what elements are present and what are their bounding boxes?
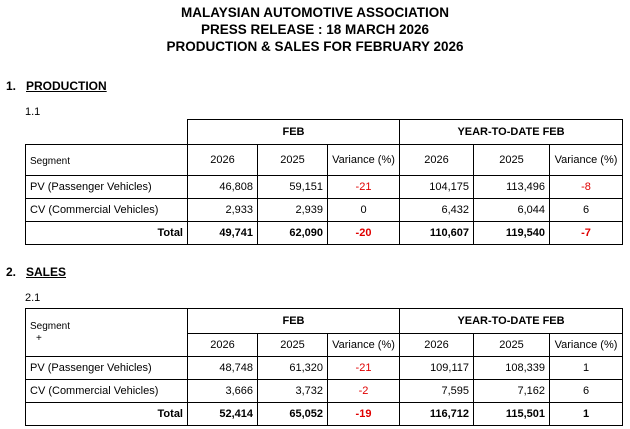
cell-value: 6,432 [400, 199, 474, 222]
total-value: 62,090 [258, 222, 328, 245]
table-row [26, 357, 623, 380]
table-row [26, 199, 623, 222]
total-variance: -19 [328, 403, 400, 426]
cell-value: 108,339 [474, 357, 550, 380]
cell-value: 2,939 [258, 199, 328, 222]
total-value: 110,607 [400, 222, 474, 245]
col-header: Variance (%) [328, 145, 400, 176]
table-row [26, 176, 623, 199]
cell-variance: -21 [328, 357, 400, 380]
row-label: PV (Passenger Vehicles) [26, 176, 188, 199]
table-row [26, 380, 623, 403]
cell-value: 109,117 [400, 357, 474, 380]
cell-value: 2,933 [188, 199, 258, 222]
total-value: 52,414 [188, 403, 258, 426]
table-column-header-row [26, 145, 623, 176]
col-header: 2025 [258, 334, 328, 357]
total-label: Total [26, 222, 188, 245]
report-title: PRODUCTION & SALES FOR FEBRUARY 2026 [166, 39, 464, 54]
cell-value: 6,044 [474, 199, 550, 222]
production-subsection-number: 1.1 [25, 106, 41, 118]
segment-header: Segment [26, 145, 188, 176]
section-label: SALES [26, 265, 67, 279]
col-header: Variance (%) [550, 145, 623, 176]
total-label: Total [26, 403, 188, 426]
col-header: 2025 [474, 145, 550, 176]
cell-value: 59,151 [258, 176, 328, 199]
total-variance: -7 [550, 222, 623, 245]
section-label: PRODUCTION [26, 79, 107, 93]
table-corner [26, 120, 188, 145]
section-number: 2. [6, 265, 17, 279]
total-variance: -20 [328, 222, 400, 245]
sales-section-title [6, 265, 66, 279]
segment-header-mark: + [36, 332, 42, 344]
table-total-row [26, 403, 623, 426]
cell-variance: 6 [550, 380, 623, 403]
section-number: 1. [6, 79, 17, 93]
total-value: 115,501 [474, 403, 550, 426]
press-release-header [0, 4, 630, 55]
cell-value: 7,162 [474, 380, 550, 403]
row-label: CV (Commercial Vehicles) [26, 380, 188, 403]
row-label: PV (Passenger Vehicles) [26, 357, 188, 380]
cell-variance: -8 [550, 176, 623, 199]
cell-value: 48,748 [188, 357, 258, 380]
group-header-month: FEB [188, 309, 400, 334]
cell-value: 46,808 [188, 176, 258, 199]
cell-value: 104,175 [400, 176, 474, 199]
segment-header-label: Segment [30, 320, 71, 332]
cell-value: 113,496 [474, 176, 550, 199]
table-total-row [26, 222, 623, 245]
production-section-title [6, 79, 107, 93]
total-value: 49,741 [188, 222, 258, 245]
col-header: 2026 [400, 145, 474, 176]
cell-value: 3,732 [258, 380, 328, 403]
table-group-header-row [26, 120, 623, 145]
col-header: Variance (%) [550, 334, 623, 357]
cell-variance: 1 [550, 357, 623, 380]
cell-value: 61,320 [258, 357, 328, 380]
group-header-ytd: YEAR-TO-DATE FEB [400, 120, 623, 145]
cell-variance: 0 [328, 199, 400, 222]
sales-subsection-number: 2.1 [25, 292, 41, 304]
association-title: MALAYSIAN AUTOMOTIVE ASSOCIATION [180, 5, 450, 20]
production-table [25, 119, 623, 245]
total-value: 116,712 [400, 403, 474, 426]
total-variance: 1 [550, 403, 623, 426]
cell-variance: -2 [328, 380, 400, 403]
col-header: 2026 [188, 145, 258, 176]
group-header-month: FEB [188, 120, 400, 145]
group-header-ytd: YEAR-TO-DATE FEB [400, 309, 623, 334]
col-header: 2026 [188, 334, 258, 357]
total-value: 119,540 [474, 222, 550, 245]
col-header: 2025 [474, 334, 550, 357]
table-group-header-row [26, 309, 623, 334]
row-label: CV (Commercial Vehicles) [26, 199, 188, 222]
col-header: 2025 [258, 145, 328, 176]
cell-value: 7,595 [400, 380, 474, 403]
press-release-date: PRESS RELEASE : 18 MARCH 2026 [200, 22, 430, 37]
cell-variance: -21 [328, 176, 400, 199]
col-header: 2026 [400, 334, 474, 357]
cell-value: 3,666 [188, 380, 258, 403]
total-value: 65,052 [258, 403, 328, 426]
segment-header [26, 309, 188, 357]
col-header: Variance (%) [328, 334, 400, 357]
cell-variance: 6 [550, 199, 623, 222]
sales-table [25, 308, 623, 426]
